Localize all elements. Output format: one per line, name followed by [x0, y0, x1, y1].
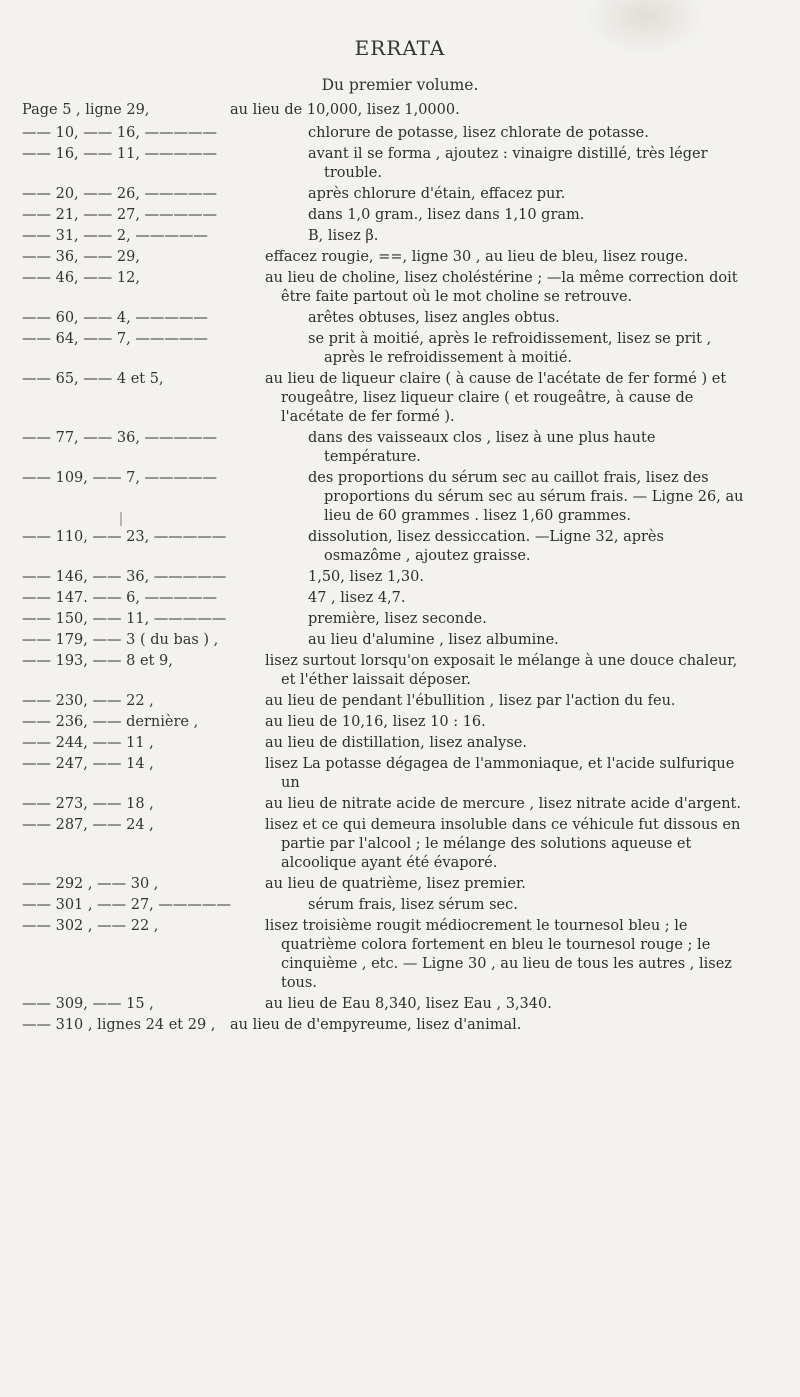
page-title: ERRATA — [354, 36, 446, 60]
errata-entry — [0, 101, 800, 120]
errata-entry — [0, 269, 800, 307]
entry-reference: —— 236, —— dernière , — [22, 714, 199, 730]
entry-correction: au lieu de quatrième, lisez premier. — [265, 876, 526, 892]
errata-entry — [0, 652, 800, 690]
errata-entry — [0, 248, 800, 267]
errata-entry — [0, 528, 800, 566]
errata-entry — [0, 206, 800, 225]
entry-reference: —— 179, —— 3 ( du bas ) , — [22, 632, 219, 648]
errata-entry — [0, 370, 800, 427]
errata-entry — [0, 631, 800, 650]
entry-reference: —— 273, —— 18 , — [22, 796, 154, 812]
entry-reference: —— 301 , —— 27, ————— — [22, 897, 231, 913]
entry-correction: B, lisez β. — [308, 228, 379, 244]
entry-correction: avant il se forma , ajoutez : vinaigre distillé, très léger trouble. — [308, 146, 708, 181]
errata-entry — [0, 896, 800, 915]
entry-correction: au lieu de distillation, lisez analyse. — [265, 735, 527, 751]
entry-reference: Page 5 , ligne 29, — [22, 102, 150, 118]
entry-correction: se prit à moitié, après le refroidissement, lisez se prit , après le refroidissement à moitié. — [308, 331, 712, 366]
entry-reference: —— 16, —— 11, ————— — [22, 146, 218, 162]
errata-entry — [0, 568, 800, 587]
errata-entry — [0, 185, 800, 204]
entry-reference: —— 230, —— 22 , — [22, 693, 154, 709]
entry-reference: —— 147. —— 6, ————— — [22, 590, 218, 606]
errata-entry — [0, 692, 800, 711]
errata-entry — [0, 330, 800, 368]
entry-correction: dans 1,0 gram., lisez dans 1,10 gram. — [308, 207, 585, 223]
errata-entry — [0, 610, 800, 629]
entry-correction: au lieu de 10,16, lisez 10 : 16. — [265, 714, 486, 730]
entry-reference: —— 110, —— 23, ————— — [22, 529, 227, 545]
errata-entry — [0, 429, 800, 467]
entry-correction: au lieu de choline, lisez choléstérine ; —la même correction doit être faite partout où le mot choline se retrouve. — [265, 270, 738, 305]
errata-entry — [0, 875, 800, 894]
page-subtitle: Du premier volume. — [321, 76, 479, 94]
entry-reference: —— 46, —— 12, — [22, 270, 140, 286]
entry-correction: après chlorure d'étain, effacez pur. — [308, 186, 566, 202]
entry-reference: —— 20, —— 26, ————— — [22, 186, 218, 202]
entry-reference: —— 109, —— 7, ————— — [22, 470, 218, 486]
errata-entry — [0, 145, 800, 183]
errata-entry — [0, 713, 800, 732]
errata-entry — [0, 917, 800, 993]
entry-correction: des proportions du sérum sec au caillot frais, lisez des proportions du sérum sec au sérum frais. — Ligne 26, au lieu de 60 grammes . lisez 1,60 grammes. — [308, 470, 744, 524]
entry-reference: —— 31, —— 2, ————— — [22, 228, 208, 244]
errata-entry — [0, 309, 800, 328]
errata-entry — [0, 995, 800, 1014]
entry-correction: lisez La potasse dégagea de l'ammoniaque, et l'acide sulfurique un — [265, 756, 735, 791]
errata-entry — [0, 227, 800, 246]
entry-reference: —— 10, —— 16, ————— — [22, 125, 218, 141]
entry-reference: —— 77, —— 36, ————— — [22, 430, 218, 446]
entry-correction: lisez et ce qui demeura insoluble dans ce véhicule fut dissous en partie par l'alcool ; le mélange des solutions aqueuse et alcoolique ayant été évaporé. — [265, 817, 741, 871]
entry-correction: au lieu de 10,000, lisez 1,0000. — [230, 102, 460, 118]
entry-correction: 47 , lisez 4,7. — [308, 590, 406, 606]
entry-correction: chlorure de potasse, lisez chlorate de potasse. — [308, 125, 649, 141]
entry-correction: au lieu de nitrate acide de mercure , lisez nitrate acide d'argent. — [265, 796, 741, 812]
entry-correction: effacez rougie, ==, ligne 30 , au lieu de bleu, lisez rouge. — [265, 249, 689, 265]
entry-reference: —— 36, —— 29, — [22, 249, 140, 265]
entry-correction: au lieu de liqueur claire ( à cause de l'acétate de fer formé ) et rougeâtre, lisez liqueur claire ( et rougeâtre, à cause de l'acétate de fer formé ). — [265, 371, 727, 425]
entry-reference: —— 247, —— 14 , — [22, 756, 154, 772]
entry-reference: —— 292 , —— 30 , — [22, 876, 159, 892]
entry-correction: sérum frais, lisez sérum sec. — [308, 897, 518, 913]
errata-entry — [0, 124, 800, 143]
entry-correction: au lieu d'alumine , lisez albumine. — [308, 632, 559, 648]
errata-list — [0, 101, 800, 1037]
errata-entry — [0, 469, 800, 526]
entry-correction: au lieu de Eau 8,340, lisez Eau , 3,340. — [265, 996, 552, 1012]
entry-reference: —— 302 , —— 22 , — [22, 918, 159, 934]
entry-correction: dans des vaisseaux clos , lisez à une plus haute température. — [308, 430, 656, 465]
entry-reference: —— 287, —— 24 , — [22, 817, 154, 833]
entry-correction: lisez surtout lorsqu'on exposait le mélange à une douce chaleur, et l'éther laissait déposer. — [265, 653, 738, 688]
errata-entry — [0, 816, 800, 873]
entry-correction: dissolution, lisez dessiccation. —Ligne 32, après osmazôme , ajoutez graisse. — [308, 529, 664, 564]
entry-reference: —— 193, —— 8 et 9, — [22, 653, 173, 669]
entry-reference: —— 60, —— 4, ————— — [22, 310, 208, 326]
errata-entry — [0, 795, 800, 814]
entry-reference: —— 146, —— 36, ————— — [22, 569, 227, 585]
entry-reference: —— 244, —— 11 , — [22, 735, 154, 751]
entry-correction: arêtes obtuses, lisez angles obtus. — [308, 310, 560, 326]
entry-reference: —— 21, —— 27, ————— — [22, 207, 218, 223]
entry-correction: lisez troisième rougit médiocrement le tournesol bleu ; le quatrième colora fortement en bleu le tournesol rouge ; le cinquième , etc. — Ligne 30 , au lieu de tous les autres , lisez tous. — [265, 918, 732, 991]
errata-entry — [0, 734, 800, 753]
entry-reference: —— 309, —— 15 , — [22, 996, 154, 1012]
entry-correction: première, lisez seconde. — [308, 611, 487, 627]
errata-entry — [0, 589, 800, 608]
errata-entry — [0, 755, 800, 793]
entry-correction: au lieu de d'empyreume, lisez d'animal. — [230, 1017, 522, 1033]
entry-reference: —— 310 , lignes 24 et 29 , — [22, 1017, 216, 1033]
entry-reference: —— 65, —— 4 et 5, — [22, 371, 164, 387]
entry-correction: au lieu de pendant l'ébullition , lisez par l'action du feu. — [265, 693, 676, 709]
entry-correction: 1,50, lisez 1,30. — [308, 569, 424, 585]
errata-entry — [0, 1016, 800, 1035]
entry-reference: —— 150, —— 11, ————— — [22, 611, 227, 627]
entry-reference: —— 64, —— 7, ————— — [22, 331, 208, 347]
